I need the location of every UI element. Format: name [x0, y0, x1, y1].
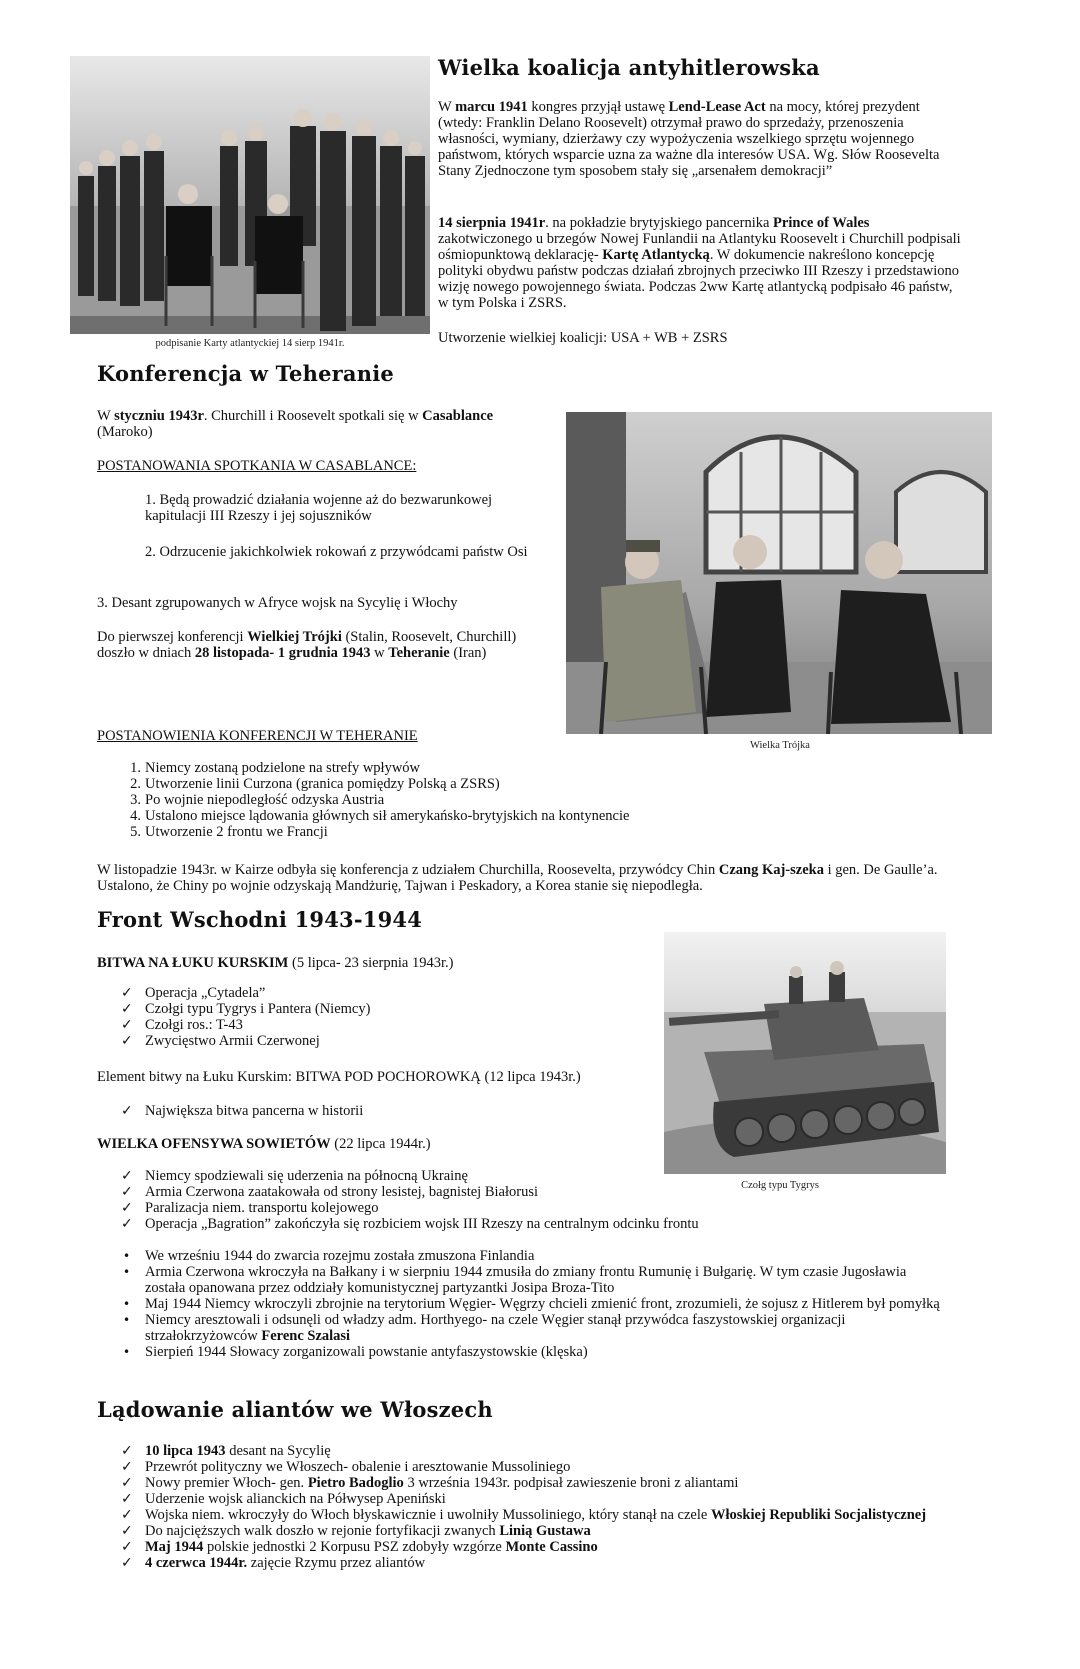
italy-item: [121, 1555, 945, 1571]
tehran-decision-text: Po wojnie niepodległość odzyska Austria: [145, 792, 385, 808]
casablanca-item-3: 3. Desant zgrupowanych w Afryce wojsk na Sycylię i Włochy: [97, 595, 458, 611]
italy-item: [121, 1539, 945, 1555]
list-marker: •: [123, 1265, 131, 1279]
heading-tehran-decisions: POSTANOWIENIA KONFERENCJI W TEHERANIE: [97, 728, 418, 744]
offensive-text: Armia Czerwona zaatakowała od strony lesistej, bagnistej Białorusi: [145, 1184, 539, 1200]
italy-text: 4 czerwca 1944r. zajęcie Rzymu przez aliantów: [145, 1555, 426, 1571]
italy-text: Do najcięższych walk doszło w rejonie fortyfikacji zwanych Linią Gustawa: [145, 1523, 591, 1539]
list-marker: ✓: [121, 1523, 133, 1539]
photo-caption-big-three: Wielka Trójka: [750, 740, 810, 751]
paragraph-coalition: Utworzenie wielkiej koalicji: USA + WB + ZSRS: [438, 330, 728, 346]
list-marker: ✓: [121, 1539, 133, 1555]
kursk-item: [121, 985, 625, 1001]
list-marker: •: [123, 1345, 131, 1359]
list-marker: ✓: [121, 1459, 133, 1475]
italy-item: [121, 1491, 945, 1507]
list-marker: 1.: [130, 760, 141, 776]
tehran-decision-item: [130, 760, 805, 776]
eastern-front-item: [123, 1344, 950, 1360]
eastern-front-item: [123, 1248, 950, 1264]
prokhorovka-item: [121, 1103, 625, 1119]
list-marker: 4.: [130, 808, 141, 824]
italy-item: [121, 1475, 945, 1491]
tehran-decision-item: [130, 824, 805, 840]
italy-text: Maj 1944 polskie jednostki 2 Korpusu PSZ zdobyły wzgórze Monte Cassino: [145, 1539, 598, 1555]
heading-eastern-front: Front Wschodni 1943-1944: [97, 907, 423, 932]
tehran-decision-text: Ustalono miejsce lądowania głównych sił amerykańsko-brytyjskich na kontynencie: [145, 808, 630, 824]
prokhorovka-text: Największa bitwa pancerna w historii: [145, 1103, 364, 1119]
eastern-front-bullets: [123, 1248, 950, 1360]
list-marker: ✓: [121, 1184, 133, 1200]
eastern-front-text: Armia Czerwona wkroczyła na Bałkany i w sierpniu 1944 zmusiła do zmiany frontu Rumunię i Bułgarię. W tym czasie Jugosławia została opanowana przez oddziały komunistycznej partyzantki Josipa Broza-Tito: [145, 1264, 907, 1296]
eastern-front-item: [123, 1296, 950, 1312]
photo-caption-atlantic: podpisanie Karty atlantyckiej 14 sierp 1941r.: [155, 338, 345, 349]
tehran-decisions-list: [130, 760, 805, 840]
photo-big-three: [566, 412, 992, 734]
offensive-item: [121, 1184, 965, 1200]
italy-text: Przewrót polityczny we Włoszech- obalenie i aresztowanie Mussoliniego: [145, 1459, 571, 1475]
list-marker: ✓: [121, 1507, 133, 1523]
tehran-decision-item: [130, 808, 805, 824]
soviet-offensive-list: [121, 1168, 965, 1232]
italy-item: [121, 1443, 945, 1459]
list-marker: ✓: [121, 1216, 133, 1232]
list-marker: ✓: [121, 1475, 133, 1491]
kursk-item: [121, 1033, 625, 1049]
paragraph-atlantic-charter: 14 sierpnia 1941r. na pokładzie brytyjskiego pancernika Prince of Wales zakotwiczonego u brzegów Nowej Funlandii na Atlantyku Roosevelt i Churchill podpisali ośmiopunktową deklarację- Kartę Atlantycką. W dokumencie nakreślono koncepcję polityki obydwu państw podczas działań zbrojnych przeciwko III Rzeszy i przedstawiono wizję nowego powojennego świata. Podczas 2ww Kartę atlantycką podpisało 46 państw, w tym Polska i ZSRS.: [438, 215, 961, 311]
casablanca-item-1: 1. Będą prowadzić działania wojenne aż do bezwarunkowej kapitulacji III Rzeszy i jej sojuszników: [145, 492, 493, 524]
italy-text: 10 lipca 1943 desant na Sycylię: [145, 1443, 331, 1459]
eastern-front-text: Niemcy aresztowali i odsunęli od władzy adm. Horthyego- na czele Węgier stanął przywódca faszystowskiej organizacji strzałokrzyżowców Ferenc Szalasi: [145, 1312, 846, 1344]
photo-caption-tiger: Czołg typu Tygrys: [741, 1180, 819, 1191]
list-marker: ✓: [121, 1491, 133, 1507]
heading-grand-coalition: Wielka koalicja antyhitlerowska: [438, 55, 820, 80]
offensive-item: [121, 1200, 965, 1216]
eastern-front-text: Sierpień 1944 Słowacy zorganizowali powstanie antyfaszystowskie (klęska): [145, 1344, 588, 1360]
casablanca-item-2: 2. Odrzucenie jakichkolwiek rokowań z przywódcami państw Osi: [145, 544, 528, 560]
list-marker: 2.: [130, 776, 141, 792]
eastern-front-text: We wrześniu 1944 do zwarcia rozejmu została zmuszona Finlandia: [145, 1248, 535, 1264]
list-marker: ✓: [121, 1555, 133, 1571]
eastern-front-item: [123, 1264, 950, 1296]
offensive-text: Niemcy spodziewali się uderzenia na północną Ukrainę: [145, 1168, 468, 1184]
heading-soviet-offensive: WIELKA OFENSYWA SOWIETÓW (22 lipca 1944r.): [97, 1136, 431, 1152]
list-marker: ✓: [121, 1443, 133, 1459]
paragraph-tehran-intro: Do pierwszej konferencji Wielkiej Trójki (Stalin, Roosevelt, Churchill) doszło w dniach 28 listopada- 1 grudnia 1943 w Teheranie (Iran): [97, 629, 517, 661]
kursk-text: Czołgi ros.: T-43: [145, 1017, 243, 1033]
italy-item: [121, 1507, 945, 1523]
tehran-decision-text: Utworzenie 2 frontu we Francji: [145, 824, 328, 840]
tehran-decision-item: [130, 792, 805, 808]
heading-casablanca-decisions: POSTANOWANIA SPOTKANIA W CASABLANCE:: [97, 458, 417, 474]
list-marker: ✓: [121, 1033, 133, 1049]
offensive-item: [121, 1168, 965, 1184]
photo-atlantic-charter: [70, 56, 430, 334]
kursk-list: [121, 985, 625, 1049]
eastern-front-item: [123, 1312, 950, 1344]
list-marker: •: [123, 1313, 131, 1327]
italy-landing-list: [121, 1443, 945, 1571]
paragraph-cairo: W listopadzie 1943r. w Kairze odbyła się konferencja z udziałem Churchilla, Roosevelta, przywódcy Chin Czang Kaj-szeka i gen. De Gaulle’a. Ustalono, że Chiny po wojnie odzyskają Mandżurię, Tajwan i Peskadory, a Korea stanie się niepodległa.: [97, 862, 938, 894]
paragraph-casablanca-intro: W styczniu 1943r. Churchill i Roosevelt spotkali się w Casablance (Maroko): [97, 408, 494, 440]
offensive-item: [121, 1216, 965, 1232]
kursk-text: Operacja „Cytadela”: [145, 985, 266, 1001]
eastern-front-text: Maj 1944 Niemcy wkroczyli zbrojnie na terytorium Węgier- Węgrzy chcieli zmienić front, zrozumieli, że sojusz z Hitlerem był pomyłką: [145, 1296, 940, 1312]
italy-text: Uderzenie wojsk alianckich na Półwysep Apeniński: [145, 1491, 446, 1507]
list-marker: ✓: [121, 985, 133, 1001]
heading-italy-landing: Lądowanie aliantów we Włoszech: [97, 1397, 493, 1422]
list-marker: •: [123, 1297, 131, 1311]
tehran-decision-text: Utworzenie linii Curzona (granica pomiędzy Polską a ZSRS): [145, 776, 500, 792]
list-marker: 3.: [130, 792, 141, 808]
italy-item: [121, 1523, 945, 1539]
list-marker: ✓: [121, 1017, 133, 1033]
tehran-decision-item: [130, 776, 805, 792]
offensive-text: Operacja „Bagration” zakończyła się rozbiciem wojsk III Rzeszy na centralnym odcinku frontu: [145, 1216, 699, 1232]
kursk-text: Zwycięstwo Armii Czerwonej: [145, 1033, 320, 1049]
kursk-item: [121, 1017, 625, 1033]
heading-tehran: Konferencja w Teheranie: [97, 361, 394, 386]
italy-text: Nowy premier Włoch- gen. Pietro Badoglio 3 września 1943r. podpisał zawieszenie broni z aliantami: [145, 1475, 739, 1491]
kursk-item: [121, 1001, 625, 1017]
list-marker: •: [123, 1249, 131, 1263]
heading-kursk: BITWA NA ŁUKU KURSKIM (5 lipca- 23 sierpnia 1943r.): [97, 955, 454, 971]
italy-item: [121, 1459, 945, 1475]
paragraph-prokhorovka: Element bitwy na Łuku Kurskim: BITWA POD POCHOROWKĄ (12 lipca 1943r.): [97, 1069, 581, 1085]
list-marker: ✓: [121, 1001, 133, 1017]
list-marker: ✓: [121, 1200, 133, 1216]
offensive-text: Paralizacja niem. transportu kolejowego: [145, 1200, 379, 1216]
prokhorovka-list: [121, 1103, 625, 1119]
tehran-decision-text: Niemcy zostaną podzielone na strefy wpływów: [145, 760, 421, 776]
paragraph-lend-lease: W marcu 1941 kongres przyjął ustawę Lend-Lease Act na mocy, której prezydent (wtedy: Franklin Delano Roosevelt) otrzymał prawo do sprzedaży, przenoszenia własności, wymiany, dzierżawy czy wypożyczenia wszelkiego sprzętu wojennego państwom, których wsparcie uzna za ważne dla interesów USA. Wg. Słów Roosevelta Stany Zjednoczone tym sposobem stały się „arsenałem demokracji”: [438, 99, 940, 179]
list-marker: 5.: [130, 824, 141, 840]
list-marker: ✓: [121, 1103, 133, 1119]
photo-tiger-tank: [664, 932, 946, 1174]
list-marker: ✓: [121, 1168, 133, 1184]
italy-text: Wojska niem. wkroczyły do Włoch błyskawicznie i uwolniły Mussoliniego, który stanął na czele Włoskiej Republiki Socjalistycznej: [145, 1507, 927, 1523]
kursk-text: Czołgi typu Tygrys i Pantera (Niemcy): [145, 1001, 371, 1017]
